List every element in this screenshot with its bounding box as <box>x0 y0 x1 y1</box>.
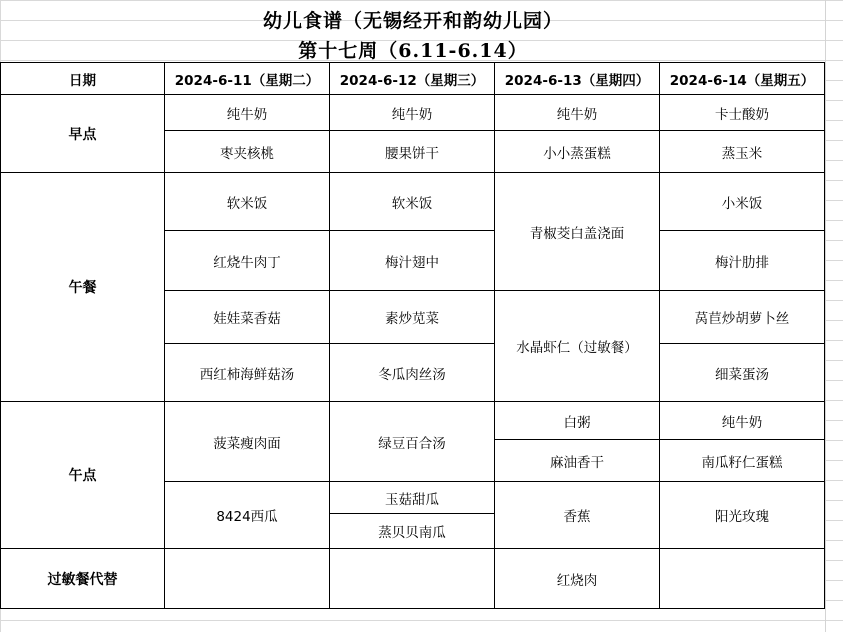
day-header-wed: 2024-6-12（星期三） <box>330 63 495 95</box>
menu-cell: 麻油香干 <box>495 440 660 482</box>
menu-cell: 白粥 <box>495 402 660 440</box>
menu-cell: 玉菇甜瓜 <box>330 482 495 514</box>
meal-label-allergy: 过敏餐代替 <box>1 549 165 609</box>
menu-cell: 纯牛奶 <box>660 402 825 440</box>
table-row <box>1 173 825 231</box>
menu-cell: 软米饭 <box>165 173 330 231</box>
meal-label-snack: 午点 <box>1 402 165 549</box>
menu-cell: 纯牛奶 <box>330 95 495 131</box>
day-header-tue: 2024-6-11（星期二） <box>165 63 330 95</box>
menu-cell: 细菜蛋汤 <box>660 344 825 402</box>
menu-cell: 阳光玫瑰 <box>660 482 825 549</box>
date-header: 日期 <box>1 63 165 95</box>
table-row <box>1 549 825 609</box>
menu-cell: 冬瓜肉丝汤 <box>330 344 495 402</box>
menu-cell: 枣夹核桃 <box>165 131 330 173</box>
menu-cell: 南瓜籽仁蛋糕 <box>660 440 825 482</box>
menu-cell: 莴苣炒胡萝卜丝 <box>660 291 825 344</box>
menu-cell: 纯牛奶 <box>165 95 330 131</box>
menu-cell: 香蕉 <box>495 482 660 549</box>
table-row <box>1 95 825 131</box>
menu-cell: 梅汁翅中 <box>330 231 495 291</box>
menu-cell: 小小蒸蛋糕 <box>495 131 660 173</box>
menu-cell: 蒸玉米 <box>660 131 825 173</box>
menu-cell: 蒸贝贝南瓜 <box>330 514 495 549</box>
menu-cell: 水晶虾仁（过敏餐） <box>495 291 660 402</box>
page-title: 幼儿食谱（无锡经开和韵幼儿园） <box>262 10 563 32</box>
menu-cell: 8424西瓜 <box>165 482 330 549</box>
menu-cell: 娃娃菜香菇 <box>165 291 330 344</box>
day-header-thu: 2024-6-13（星期四） <box>495 63 660 95</box>
menu-cell: 小米饭 <box>660 173 825 231</box>
meal-label-lunch: 午餐 <box>1 173 165 402</box>
menu-cell: 素炒苋菜 <box>330 291 495 344</box>
day-header-fri: 2024-6-14（星期五） <box>660 63 825 95</box>
menu-table <box>0 62 825 609</box>
header-row <box>1 63 825 95</box>
menu-cell: 红烧肉 <box>495 549 660 609</box>
menu-cell: 腰果饼干 <box>330 131 495 173</box>
menu-cell: 软米饭 <box>330 173 495 231</box>
menu-cell <box>660 549 825 609</box>
menu-cell: 绿豆百合汤 <box>330 402 495 482</box>
menu-cell: 卡士酸奶 <box>660 95 825 131</box>
menu-cell: 红烧牛肉丁 <box>165 231 330 291</box>
menu-cell: 梅汁肋排 <box>660 231 825 291</box>
menu-cell: 纯牛奶 <box>495 95 660 131</box>
page-subtitle: 第十七周（6.11-6.14） <box>298 40 528 62</box>
menu-cell: 菠菜瘦肉面 <box>165 402 330 482</box>
menu-cell <box>165 549 330 609</box>
menu-cell <box>330 549 495 609</box>
table-row <box>1 402 825 440</box>
meal-label-breakfast: 早点 <box>1 95 165 173</box>
menu-cell: 西红柿海鲜菇汤 <box>165 344 330 402</box>
menu-cell: 青椒茭白盖浇面 <box>495 173 660 291</box>
